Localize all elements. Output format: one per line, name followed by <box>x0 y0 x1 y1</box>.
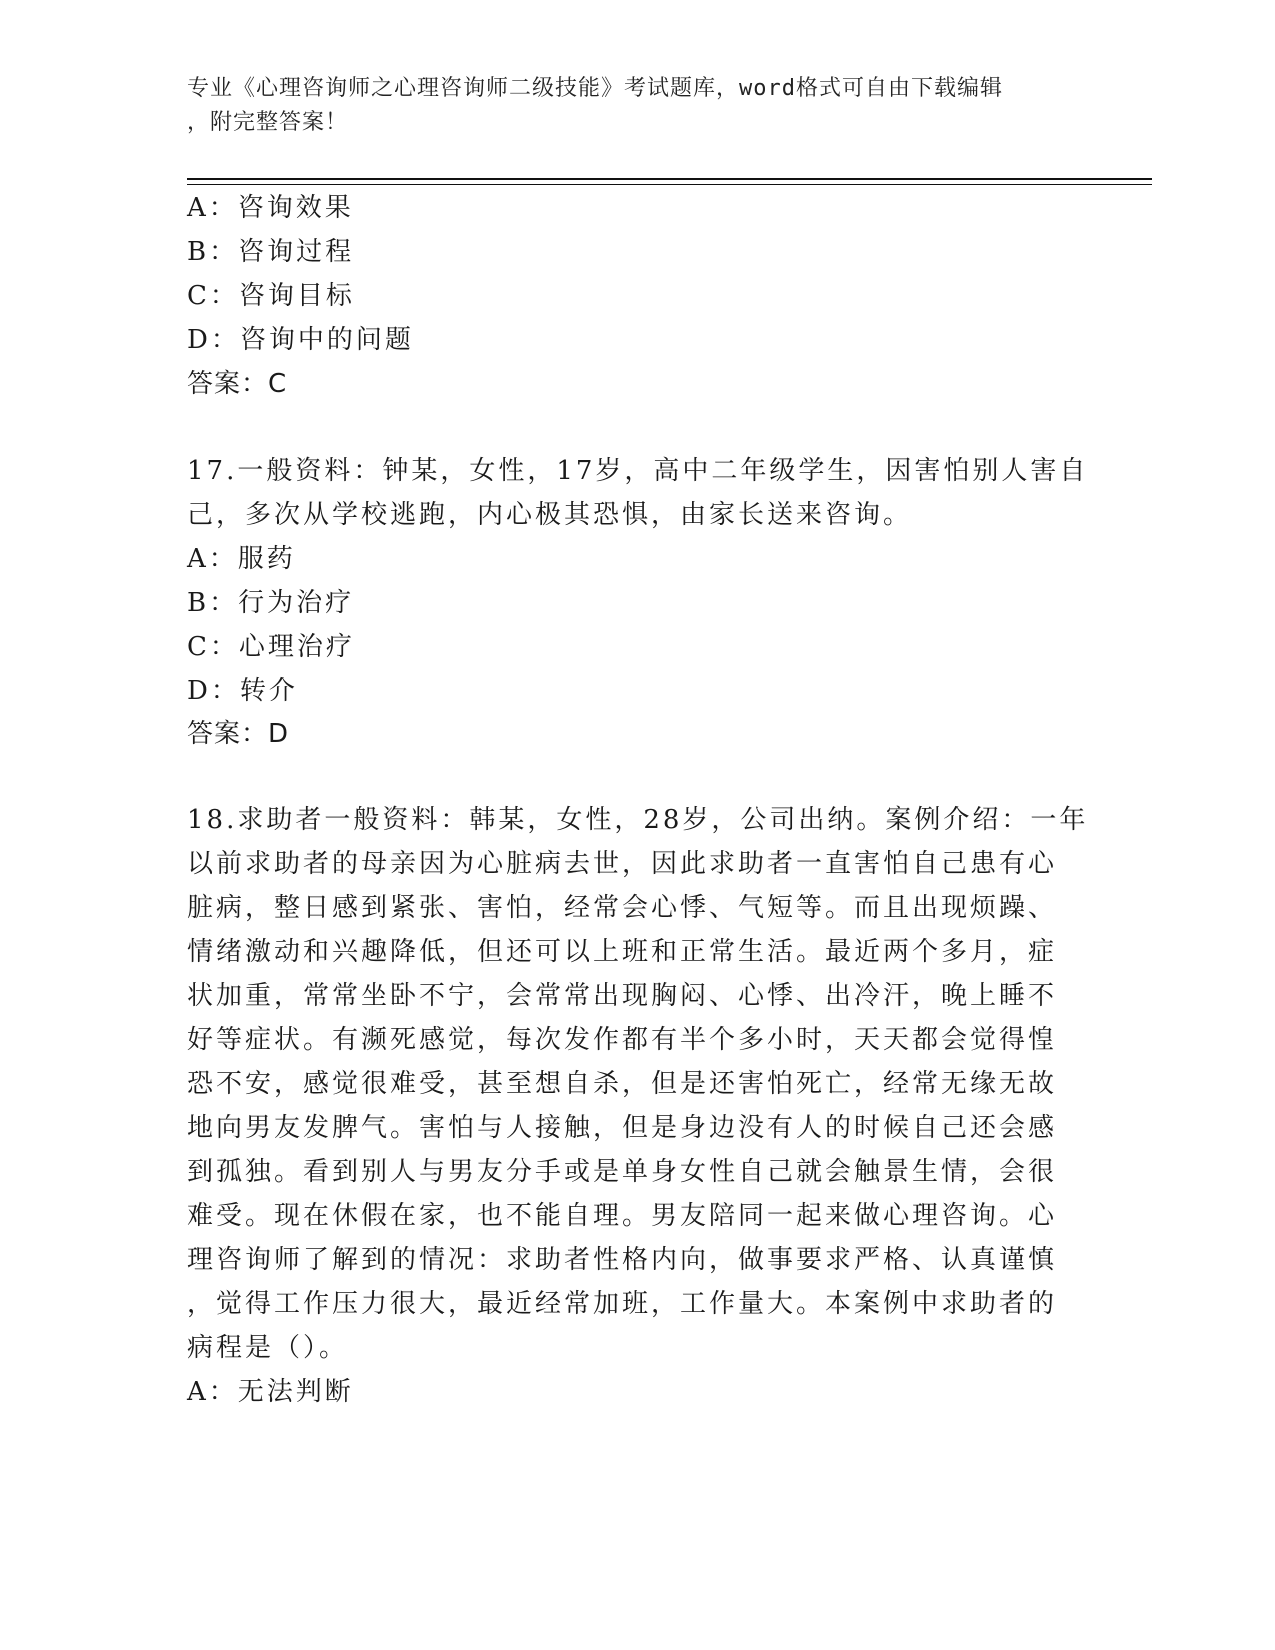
q17-option-c: C：心理治疗 <box>187 632 355 662</box>
q16-option-a: A：咨询效果 <box>187 193 354 223</box>
q16-option-c: C：咨询目标 <box>187 281 355 311</box>
q16-option-b: B：咨询过程 <box>187 237 355 267</box>
q18-stem-line-10: 难受。现在休假在家，也不能自理。男友陪同一起来做心理咨询。心 <box>187 1201 1058 1231</box>
q18-stem-line-6: 好等症状。有濒死感觉，每次发作都有半个多小时，天天都会觉得惶 <box>187 1025 1058 1055</box>
q18-stem-line-4: 情绪激动和兴趣降低，但还可以上班和正常生活。最近两个多月，症 <box>187 937 1058 967</box>
document-header <box>187 72 1087 140</box>
q18-stem-line-12: ，觉得工作压力很大，最近经常加班，工作量大。本案例中求助者的 <box>187 1289 1058 1319</box>
q18-stem-line-8: 地向男友发脾气。害怕与人接触，但是身边没有人的时候自己还会感 <box>187 1113 1058 1143</box>
header-divider-thick <box>187 178 1152 180</box>
q18-stem-line-7: 恐不安，感觉很难受，甚至想自杀，但是还害怕死亡，经常无缘无故 <box>187 1069 1058 1099</box>
q18-stem-line-5: 状加重，常常坐卧不宁，会常常出现胸闷、心悸、出冷汗，晚上睡不 <box>187 981 1058 1011</box>
q16-answer: 答案：C <box>187 369 288 399</box>
header-line-2: ，附完整答案！ <box>187 110 349 135</box>
q18-stem-line-11: 理咨询师了解到的情况：求助者性格内向，做事要求严格、认真谨慎 <box>187 1245 1058 1275</box>
q18-option-a: A：无法判断 <box>187 1377 354 1407</box>
q18-stem-line-2: 以前求助者的母亲因为心脏病去世，因此求助者一直害怕自己患有心 <box>187 849 1058 879</box>
q16-option-d: D：咨询中的问题 <box>187 325 414 355</box>
q17-option-b: B：行为治疗 <box>187 588 355 618</box>
q18-stem-line-13: 病程是（）。 <box>187 1333 349 1363</box>
q17-stem-line-1: 17.一般资料：钟某，女性，17岁，高中二年级学生，因害怕别人害自 <box>187 456 1089 486</box>
q17-option-d: D：转介 <box>187 676 298 706</box>
q17-stem-line-2: 己，多次从学校逃跑，内心极其恐惧，由家长送来咨询。 <box>187 500 913 530</box>
q17-option-a: A：服药 <box>187 544 296 574</box>
q17-answer: 答案：D <box>187 719 290 749</box>
q18-stem-line-1: 18.求助者一般资料：韩某，女性，28岁，公司出纳。案例介绍：一年 <box>187 805 1089 835</box>
q18-stem-line-3: 脏病，整日感到紧张、害怕，经常会心悸、气短等。而且出现烦躁、 <box>187 893 1058 923</box>
header-line-1: 专业《心理咨询师之心理咨询师二级技能》考试题库，word格式可自由下载编辑 <box>187 76 1003 101</box>
q18-stem-line-9: 到孤独。看到别人与男友分手或是单身女性自己就会触景生情，会很 <box>187 1157 1058 1187</box>
